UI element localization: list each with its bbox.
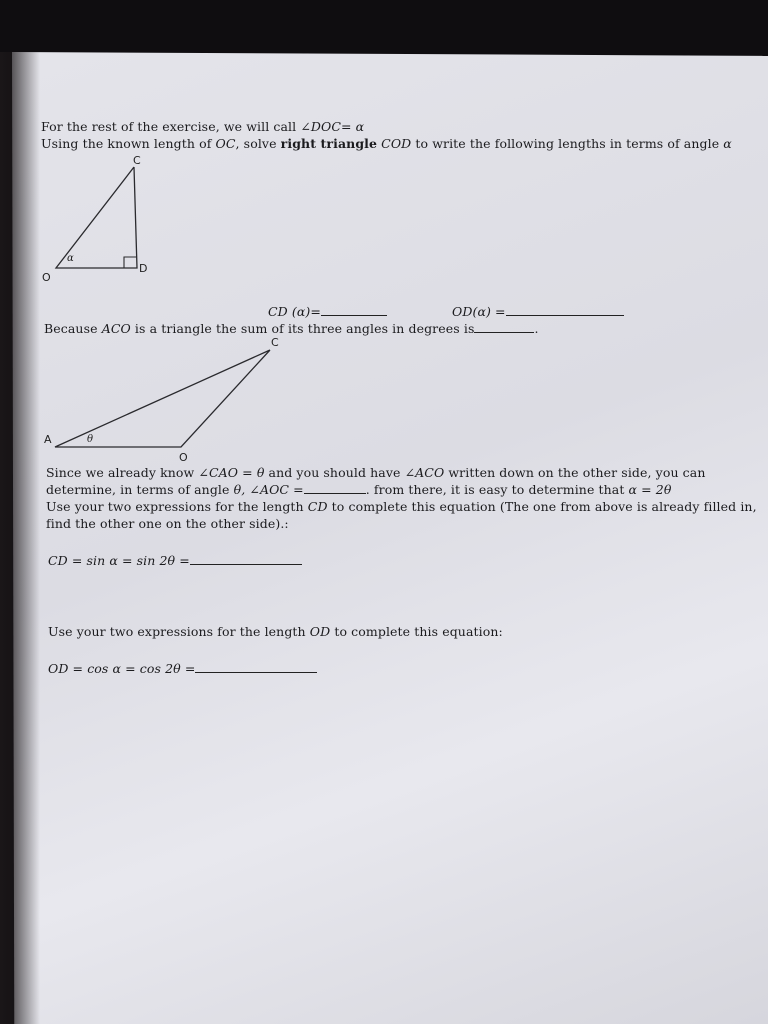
- segment-cd: CD: [307, 499, 328, 514]
- since-line-4: find the other one on the other side).:: [46, 516, 289, 531]
- od-prompt-text: to complete this equation:: [330, 624, 503, 639]
- vertex-o2-label: O: [179, 451, 188, 464]
- angle-alpha-label: α: [67, 253, 74, 264]
- since-line-1: [46, 465, 705, 480]
- angle-theta-label: θ: [87, 434, 94, 445]
- cd-equation-blank[interactable]: [190, 554, 302, 565]
- bold-right-triangle: right triangle: [280, 136, 378, 151]
- sum-period: .: [534, 321, 539, 336]
- angle-cao-eq: ∠CAO = θ: [198, 465, 265, 480]
- sum-text: is a triangle the sum of its three angles in degrees is: [130, 321, 475, 336]
- since-text: Use your two expressions for the length: [46, 499, 308, 514]
- intro-text: Using the known length of: [41, 136, 216, 151]
- since-text: written down on the other side, you can: [444, 465, 706, 480]
- angle-aco: ∠ACO: [404, 465, 445, 480]
- intro-text: , solve: [235, 136, 281, 151]
- cd-label: CD (α)=: [268, 304, 321, 319]
- od-prompt-text: Use your two expressions for the length: [48, 624, 310, 639]
- since-text: Since we already know: [46, 465, 199, 480]
- cd-equation: CD = sin α = sin 2θ =: [48, 553, 190, 568]
- segment-od: OD: [309, 624, 331, 639]
- alpha-equals-2theta: α = 2θ: [628, 482, 672, 497]
- since-line-2: [46, 482, 672, 497]
- vertex-o-label: O: [42, 271, 51, 284]
- cd-equation-line: [48, 553, 302, 568]
- angle-aoc-blank[interactable]: [304, 483, 366, 494]
- alpha-def: = α: [341, 119, 365, 134]
- vertex-c2-label: C: [271, 336, 279, 349]
- angle-aoc-eq: θ, ∠AOC =: [233, 482, 304, 497]
- od-equation-blank[interactable]: [195, 662, 317, 673]
- intro-text: to write the following lengths in terms of angle: [411, 136, 724, 151]
- triangle-aco-sides: [55, 350, 270, 447]
- since-text: and you should have: [264, 465, 405, 480]
- od-equation: OD = cos α = cos 2θ =: [48, 661, 196, 676]
- since-text: determine, in terms of angle: [46, 482, 234, 497]
- segment-oc: OC: [215, 136, 236, 151]
- since-text: . from there, it is easy to determine that: [365, 482, 629, 497]
- since-line-3: [46, 499, 757, 514]
- od-label: OD(α) =: [452, 304, 506, 319]
- vertex-a-label: A: [44, 433, 52, 446]
- triangle-cod: COD: [377, 136, 412, 151]
- angle-doc: ∠DOC: [300, 119, 342, 134]
- od-prompt-line: [48, 624, 503, 639]
- od-equation-line: [48, 661, 317, 676]
- triangle-aco: ACO: [101, 321, 131, 336]
- intro-text: For the rest of the exercise, we will call: [41, 119, 301, 134]
- alpha-symbol: α: [723, 136, 732, 151]
- sum-text: Because: [44, 321, 102, 336]
- since-text: to complete this equation (The one from above is already filled in,: [327, 499, 757, 514]
- vertex-c-label: C: [133, 154, 141, 167]
- vertex-d-label: D: [139, 262, 148, 275]
